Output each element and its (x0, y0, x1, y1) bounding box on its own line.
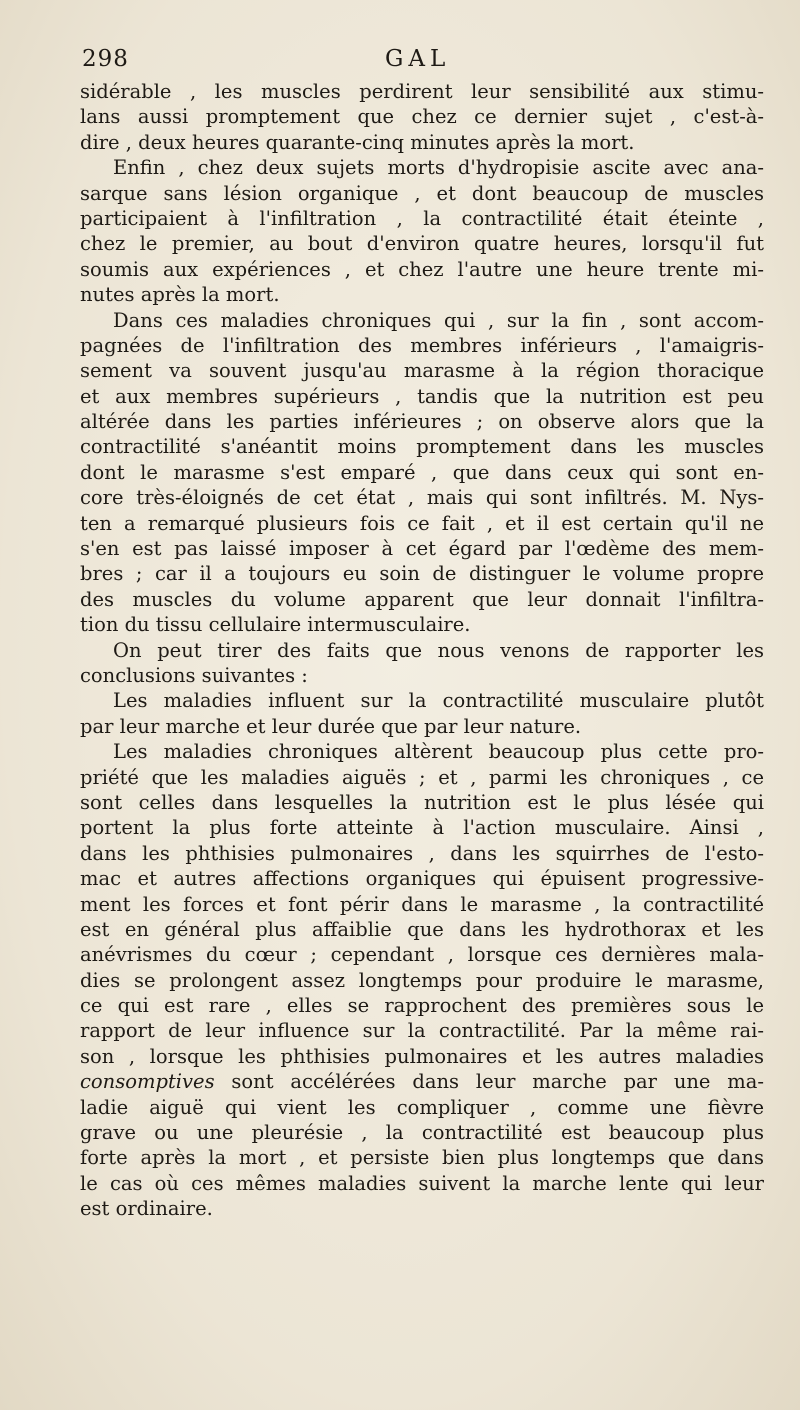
text-line: Les maladies chroniques altèrent beaucoup plus cette pro- (113, 740, 764, 764)
text-line: Enfin , chez deux sujets morts d'hydropisie ascite avec ana- (113, 156, 764, 180)
text-line: lans aussi promptement que chez ce dernier sujet , c'est-à- (80, 105, 764, 129)
text-line: anévrismes du cœur ; cependant , lorsque ces dernières mala- (80, 943, 764, 967)
text-line: son , lorsque les phthisies pulmonaires et les autres maladies (80, 1044, 764, 1068)
text-line: s'en est pas laissé imposer à cet égard par l'œdème des mem- (80, 537, 764, 561)
text-line: mac et autres affections organiques qui épuisent progressive- (80, 867, 764, 891)
text-line: et aux membres supérieurs , tandis que la nutrition est peu (80, 384, 764, 408)
text-line: sont celles dans lesquelles la nutrition est le plus lésée qui (80, 790, 764, 814)
text-line: core très-éloignés de cet état , mais qui sont infiltrés. M. Nys- (80, 486, 764, 510)
text-line: Dans ces maladies chroniques qui , sur la fin , sont accom- (113, 308, 764, 332)
text-line: portent la plus forte atteinte à l'action musculaire. Ainsi , (80, 816, 764, 840)
text-line: chez le premier, au bout d'environ quatre heures, lorsqu'il fut (80, 232, 764, 256)
text-line: dans les phthisies pulmonaires , dans les squirrhes de l'esto- (80, 841, 764, 865)
text-line: sarque sans lésion organique , et dont beaucoup de muscles (80, 181, 764, 205)
text-line: Les maladies influent sur la contractilité musculaire plutôt (113, 689, 764, 713)
text-line: tion du tissu cellulaire intermusculaire. (80, 613, 471, 637)
text-line: nutes après la mort. (80, 283, 280, 307)
page-header (0, 46, 800, 78)
text-line (80, 1069, 764, 1094)
text-line: soumis aux expériences , et chez l'autre une heure trente mi- (80, 257, 764, 281)
text-line: des muscles du volume apparent que leur donnait l'infiltra- (80, 587, 764, 611)
text-line: bres ; car il a toujours eu soin de distinguer le volume propre (80, 562, 764, 586)
text-line: dies se prolongent assez longtemps pour produire le marasme, (80, 968, 764, 992)
text-line: forte après la mort , et persiste bien plus longtemps que dans (80, 1146, 764, 1170)
text-line: est en général plus affaiblie que dans les hydrothorax et les (80, 917, 764, 941)
text-line: dire , deux heures quarante-cinq minutes après la mort. (80, 130, 635, 154)
text-span: sont accélérées dans leur marche par une ma- (214, 1070, 764, 1094)
text-line: dont le marasme s'est emparé , que dans ceux qui sont en- (80, 460, 764, 484)
text-line: participaient à l'infiltration , la contractilité était éteinte , (80, 206, 764, 230)
text-line: conclusions suivantes : (80, 663, 308, 687)
text-line: pagnées de l'infiltration des membres inférieurs , l'amaigris- (80, 333, 764, 357)
text-line: rapport de leur influence sur la contractilité. Par la même rai- (80, 1019, 764, 1043)
text-line: sidérable , les muscles perdirent leur sensibilité aux stimu- (80, 80, 764, 103)
page-number: 298 (82, 46, 129, 72)
text-line: ladie aiguë qui vient les compliquer , comme une fièvre (80, 1095, 764, 1119)
text-line: est ordinaire. (80, 1197, 213, 1221)
text-line: le cas où ces mêmes maladies suivent la marche lente qui leur (80, 1171, 764, 1195)
text-line: grave ou une pleurésie , la contractilité est beaucoup plus (80, 1121, 764, 1145)
text-line: sement va souvent jusqu'au marasme à la région thoracique (80, 359, 764, 383)
text-line: altérée dans les parties inférieures ; on observe alors que la (80, 410, 764, 434)
italic-term: consomptives (80, 1070, 215, 1094)
text-line: priété que les maladies aiguës ; et , parmi les chroniques , ce (80, 765, 764, 789)
body-text (80, 79, 764, 1222)
text-line: ten a remarqué plusieurs fois ce fait , et il est certain qu'il ne (80, 511, 764, 535)
text-line: par leur marche et leur durée que par leur nature. (80, 714, 582, 738)
text-line: ce qui est rare , elles se rapprochent des premières sous le (80, 994, 764, 1018)
text-line: contractilité s'anéantit moins promptement dans les muscles (80, 435, 764, 459)
text-line: On peut tirer des faits que nous venons de rapporter les (113, 638, 764, 662)
text-line: ment les forces et font périr dans le marasme , la contractilité (80, 892, 764, 916)
running-head: GAL (385, 46, 451, 72)
